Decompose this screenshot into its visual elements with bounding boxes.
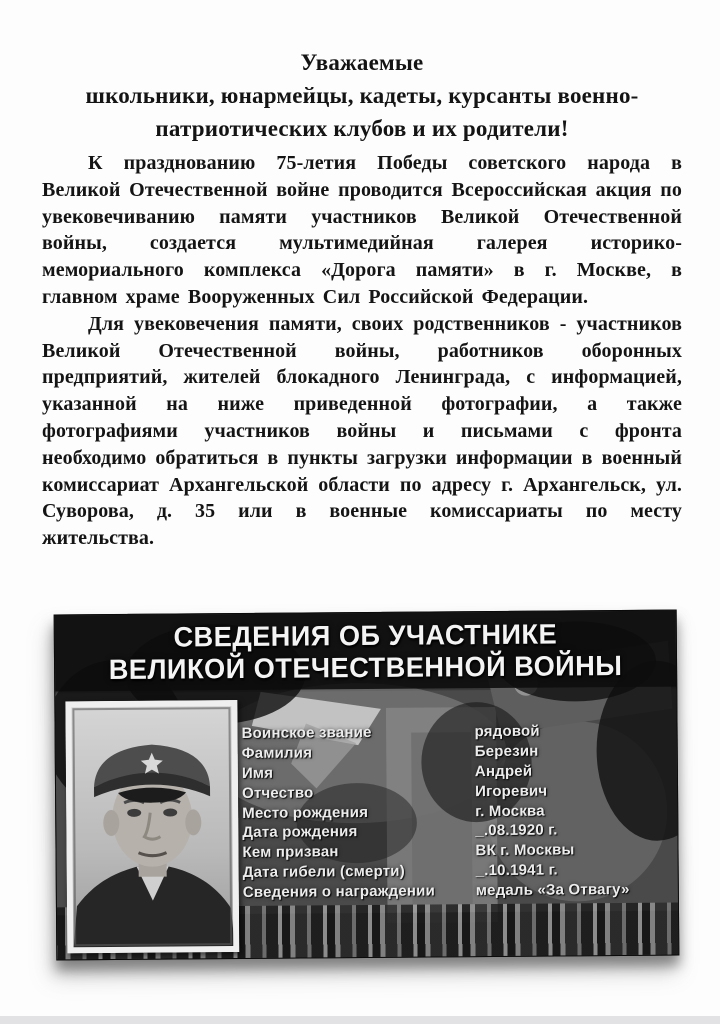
card-title	[64, 618, 667, 687]
field-label: Дата гибели (смерти)	[242, 862, 405, 881]
paragraph-1: К празднованию 75-летия Победы советского народа в Великой Отечественной войне проводится Всероссийская акция по увековечиванию памяти участников Великой Отечественной войны, создается мультимедийная галерея историко-мемориального комплекса «Дорога памяти» в г. Москве, в главном храме Вооруженных Сил Российской Федерации.	[42, 152, 682, 308]
letter-body	[42, 150, 682, 552]
heading-line-1: Уважаемые	[300, 50, 424, 75]
field-row-awards	[243, 879, 668, 902]
field-label: Дата рождения	[242, 823, 358, 842]
field-value: ВК г. Москвы	[475, 841, 575, 860]
scan-edge-strip	[0, 1016, 720, 1024]
field-value: Андрей	[474, 762, 533, 781]
heading-line-3: патриотических клубов и их родители!	[155, 116, 569, 141]
card-title-line-1: СВЕДЕНИЯ ОБ УЧАСТНИКЕ	[173, 618, 558, 653]
field-label: Имя	[241, 764, 274, 782]
heading-line-2: школьники, юнармейцы, кадеты, курсанты военно-	[85, 83, 639, 108]
letter-heading	[42, 46, 682, 145]
field-label: Воинское звание	[241, 724, 372, 743]
field-label: Место рождения	[242, 803, 369, 822]
field-label: Кем призван	[242, 843, 339, 862]
field-value: рядовой	[474, 723, 540, 741]
field-label: Сведения о награждении	[242, 882, 436, 901]
field-value: г. Москва	[475, 802, 545, 820]
veteran-fields	[242, 721, 668, 903]
card-title-line-2: ВЕЛИКОЙ ОТЕЧЕСТВЕННОЙ ВОЙНЫ	[108, 649, 623, 686]
field-value: _.10.1941 г.	[475, 861, 558, 880]
field-label: Фамилия	[241, 744, 313, 763]
field-label: Отчество	[241, 784, 314, 802]
field-value: медаль «За Отвагу»	[475, 880, 630, 899]
field-value: _.08.1920 г.	[475, 821, 558, 840]
paragraph-2: Для увековечения памяти, своих родственников - участников Великой Отечественной войны, работников оборонных предприятий, жителей блокадного Ленинграда, с информацией, указанной на ниже приведенной фотографии, а также фотографиями участников войны и письмами с фронта необходимо обратиться в пункты загрузки информации в военный комиссариат Архангельской области по адресу г. Архангельск, ул. Суворова, д. 35 или в военные комиссариаты по месту жительства.	[42, 312, 682, 550]
field-value: Игоревич	[474, 782, 548, 800]
field-value: Березин	[474, 742, 539, 761]
veteran-info-photo	[54, 610, 680, 961]
soldier-portrait-photo	[65, 700, 239, 953]
